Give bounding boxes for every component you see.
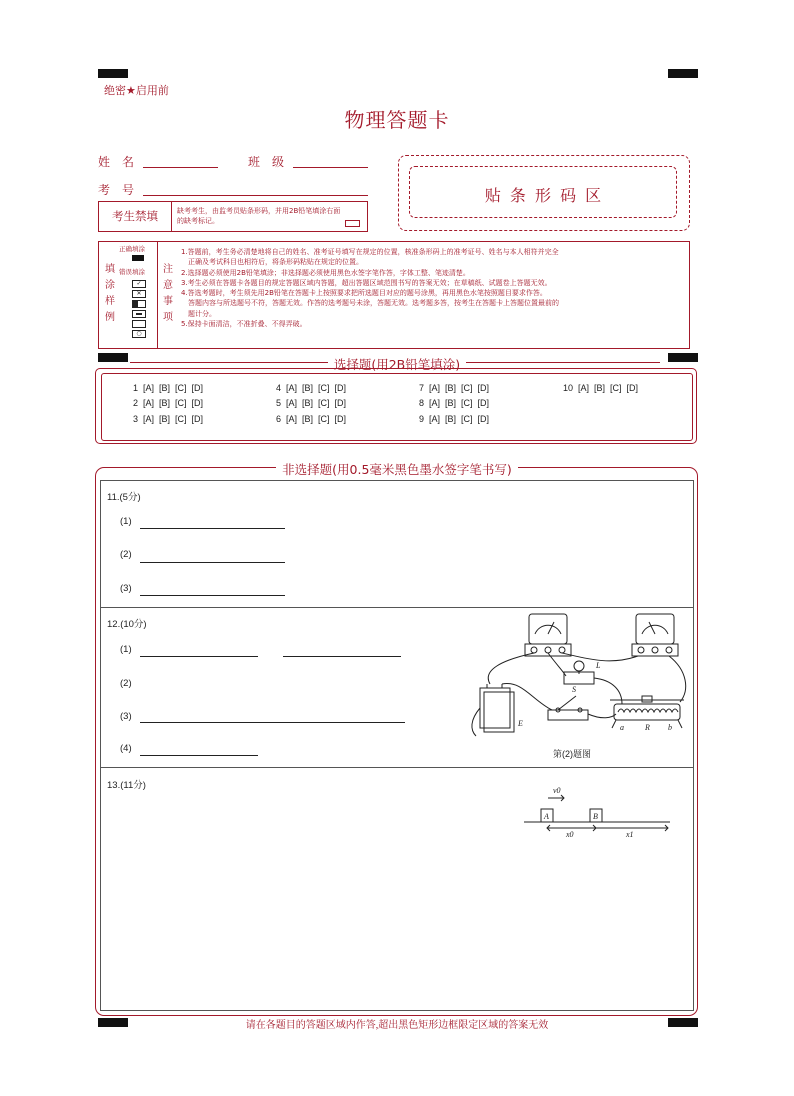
q11-label: 11.(5分) xyxy=(107,492,141,503)
lamp-icon xyxy=(564,661,594,684)
timing-mark xyxy=(668,69,698,78)
q12-answer-4[interactable] xyxy=(140,755,258,756)
q12-part4-label: (4) xyxy=(120,743,132,754)
q12-part2-label: (2) xyxy=(120,678,132,689)
choice-item[interactable]: 1 [A] [B] [C] [D] xyxy=(133,383,204,393)
name-label: 姓 名 xyxy=(98,155,135,169)
absent-label: 考生禁填 xyxy=(99,202,172,231)
choice-item[interactable]: 9 [A] [B] [C] [D] xyxy=(419,414,490,424)
label-e: E xyxy=(518,719,523,728)
label-b-block: B xyxy=(593,812,598,821)
figure-caption: 第(2)题图 xyxy=(553,749,591,759)
notes-heading: 注 意 事 项 xyxy=(163,264,173,323)
voltmeter-icon xyxy=(632,614,678,656)
q12-part3-label: (3) xyxy=(120,711,132,722)
switch-icon xyxy=(548,696,588,720)
name-field[interactable] xyxy=(143,167,218,168)
page-title: 物理答题卡 xyxy=(344,108,450,132)
q11-part1-label: (1) xyxy=(120,516,132,527)
q11-answer-1[interactable] xyxy=(140,528,285,529)
instructions-box xyxy=(98,241,690,349)
q12-answer-3[interactable] xyxy=(140,722,405,723)
label-x1: x1 xyxy=(626,830,634,839)
absent-text: 缺考考生，由监考员贴条形码，并用2B铅笔填涂右面的缺考标记。 xyxy=(177,207,341,225)
timing-mark xyxy=(98,69,128,78)
correct-fill-sample xyxy=(132,255,144,261)
choice-item[interactable]: 10 [A] [B] [C] [D] xyxy=(563,383,639,393)
label-b: b xyxy=(668,723,672,732)
notes-list: 1.答题前，考生务必清楚地将自己的姓名、准考证号填写在规定的位置，核准条形码上的准考证号、姓名与本人相符并完全 正确及考试科目也相符后，将条形码粘贴在规定的位置。 2.选择题必须使用2B铅笔填涂；非选择题必须使用黑色水签字笔作答，字体工整、笔迹清楚。 3.考生必须在答题卡各题目的规定答题区域内答题，超出答题区域范围书写的答案无效；在草稿纸、试题卷上答题无效。 4.答选考题时，考生须先用2B铅笔在答题卡上按照要求把所选题目对应的题号涂黑，再用黑色水笔按照题目要求作答。 答题内容与所选题号不符，答题无效。作答的选考题号未涂，答题无效。选考题多答，按考生在答题卡上答题位置最前的 题计分。 5.保持卡面清洁，不准折叠、不得弄破。 xyxy=(181,248,559,329)
choice-item[interactable]: 3 [A] [B] [C] [D] xyxy=(133,414,204,424)
nonchoice-section-title: 非选择题(用0.5毫米黑色墨水签字笔书写) xyxy=(276,462,518,477)
choice-section-title: 选择题(用2B铅笔填涂) xyxy=(328,357,466,372)
label-r: R xyxy=(645,723,650,732)
correct-fill-label: 正确填涂 xyxy=(119,245,145,253)
label-x0: x0 xyxy=(566,830,574,839)
q11-part2-label: (2) xyxy=(120,549,132,560)
q12-label: 12.(10分) xyxy=(107,619,147,630)
choice-item[interactable]: 2 [A] [B] [C] [D] xyxy=(133,398,204,408)
circuit-figure xyxy=(462,610,692,765)
q13-label: 13.(11分) xyxy=(107,780,146,791)
label-a-block: A xyxy=(544,812,549,821)
q12-part1-label: (1) xyxy=(120,644,132,655)
choice-item[interactable]: 6 [A] [B] [C] [D] xyxy=(276,414,347,424)
label-v0: v0 xyxy=(553,786,561,795)
number-label: 考 号 xyxy=(98,183,135,197)
q11-answer-3[interactable] xyxy=(140,595,285,596)
battery-icon xyxy=(480,684,514,732)
q11-answer-2[interactable] xyxy=(140,562,285,563)
choice-item[interactable]: 7 [A] [B] [C] [D] xyxy=(419,383,490,393)
fill-example: 填 涂 样 例 正确填涂 错误填涂 ✓ ✕ ○ xyxy=(99,242,158,348)
block-diagram xyxy=(520,784,675,844)
wrong-fill-label: 错误填涂 xyxy=(119,268,145,276)
choice-item[interactable]: 4 [A] [B] [C] [D] xyxy=(276,383,347,393)
label-l: L xyxy=(596,661,601,670)
class-field[interactable] xyxy=(293,167,368,168)
secret-label: 绝密★启用前 xyxy=(104,84,169,97)
label-s: S xyxy=(572,685,576,694)
absent-box xyxy=(98,201,368,232)
q12-answer-1b[interactable] xyxy=(283,656,401,657)
ammeter-icon xyxy=(525,614,571,656)
barcode-area xyxy=(398,155,690,231)
number-field[interactable] xyxy=(143,195,368,196)
label-a: a xyxy=(620,723,624,732)
barcode-label: 贴 条 形 码 区 xyxy=(484,186,604,205)
choice-item[interactable]: 8 [A] [B] [C] [D] xyxy=(419,398,490,408)
absent-mark[interactable] xyxy=(345,220,360,227)
footer-note: 请在各题目的答题区域内作答,超出黑色矩形边框限定区域的答案无效 xyxy=(245,1020,549,1031)
class-label: 班 级 xyxy=(248,155,285,169)
q12-answer-1a[interactable] xyxy=(140,656,258,657)
q11-part3-label: (3) xyxy=(120,583,132,594)
choice-item[interactable]: 5 [A] [B] [C] [D] xyxy=(276,398,347,408)
